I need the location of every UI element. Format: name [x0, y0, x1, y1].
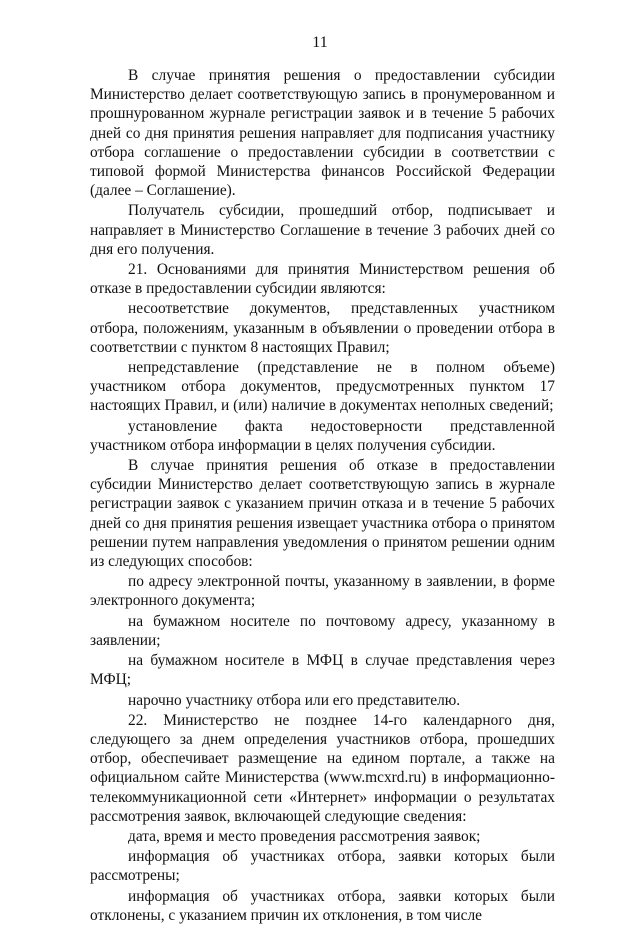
list-item-unreliable-info: установление факта недостоверности представленной участником отбора информации в целях получения субсидии. [90, 417, 555, 454]
paragraph-clause-21: 21. Основаниями для принятия Министерством решения об отказе в предоставлении субсидии являются: [90, 261, 555, 298]
document-body [90, 66, 555, 926]
list-item-rejected-participants: информация об участниках отбора, заявки которых были отклонены, с указанием причин их отклонения, в том числе [90, 887, 555, 924]
paragraph-clause-22: 22. Министерство не позднее 14-го календарного дня, следующего за днем определения участников отбора, прошедших отбор, обеспечивает размещение на едином портале, а также на официальном сайте Министерства (www.mcxrd.ru) в информационно-телекоммуникационной сети «Интернет» информации о результатах рассмотрения заявок, включающей следующие сведения: [90, 711, 555, 825]
paragraph-refusal-decision: В случае принятия решения об отказе в предоставлении субсидии Министерство делает соответствующую запись в журнале регистрации заявок с указанием причин отказа и в течение 5 рабочих дней со дня принятия решения извещает участника отбора о принятом решении путем направления уведомления о принятом решении одним из следующих способов: [90, 457, 555, 571]
paragraph-recipient-signs: Получатель субсидии, прошедший отбор, подписывает и направляет в Министерство Соглашение в течение 3 рабочих дней со дня его получения. [90, 202, 555, 258]
list-item-reviewed-participants: информация об участниках отбора, заявки которых были рассмотрены; [90, 848, 555, 885]
list-item-email: по адресу электронной почты, указанному в заявлении, в форме электронного документа; [90, 573, 555, 610]
list-item-nonsubmission: непредставление (представление не в полном объеме) участником отбора документов, предусмотренных пунктом 17 настоящих Правил, и (или) наличие в документах неполных сведений; [90, 359, 555, 415]
list-item-mfc: на бумажном носителе в МФЦ в случае представления через МФЦ; [90, 652, 555, 689]
list-item-nonconformity: несоответствие документов, представленных участником отбора, положениям, указанным в объявлении о проведении отбора в соответствии с пунктом 8 настоящих Правил; [90, 300, 555, 356]
list-item-courier: нарочно участнику отбора или его представителю. [128, 691, 461, 709]
paragraph-subsidy-decision: В случае принятия решения о предоставлении субсидии Министерство делает соответствующую запись в пронумерованном и прошнурованном журнале регистрации заявок и в течение 5 рабочих дней со дня принятия решения направляет для подписания участнику отбора соглашение о предоставлении субсидии в соответствии с типовой формой Министерства финансов Российской Федерации (далее – Соглашение). [90, 67, 555, 200]
list-item-postal: на бумажном носителе по почтовому адресу, указанному в заявлении; [90, 612, 555, 649]
page-number: 11 [312, 34, 328, 51]
list-item-date-time-place: дата, время и место проведения рассмотрения заявок; [128, 827, 481, 845]
